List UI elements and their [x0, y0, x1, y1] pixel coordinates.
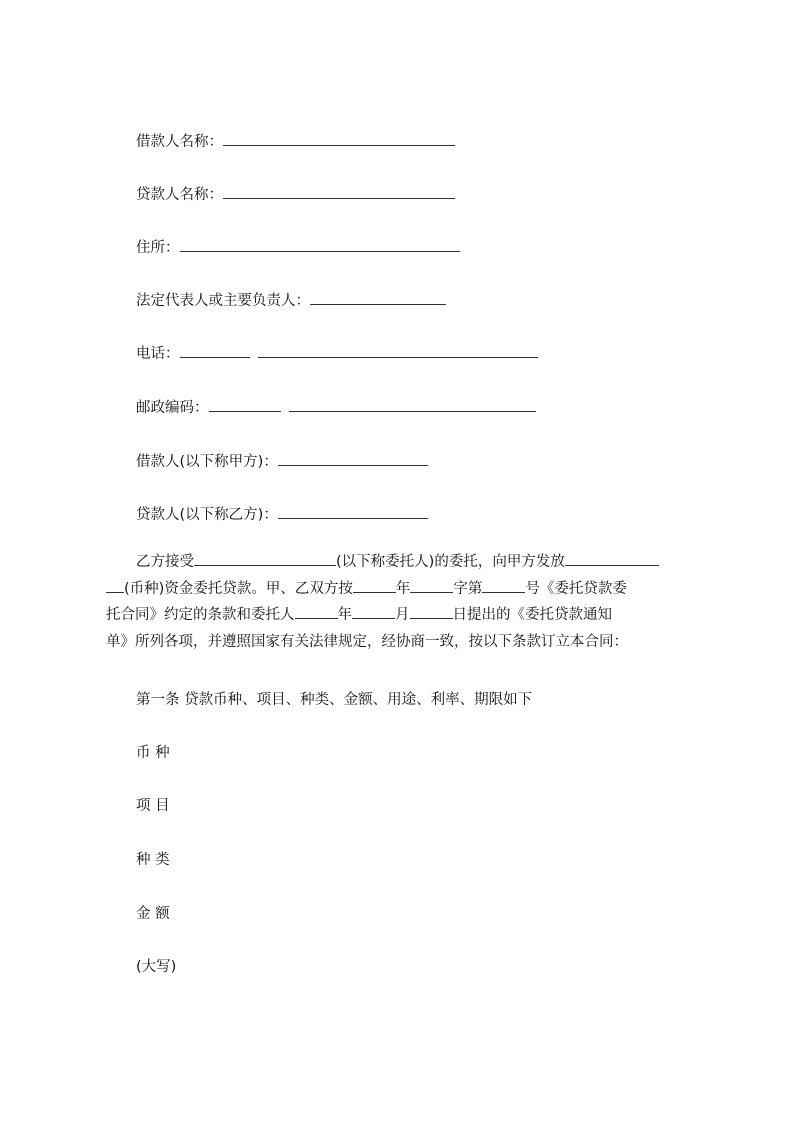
borrower-name-row: [136, 131, 455, 152]
phone-row: [136, 343, 538, 364]
year-blank-1: [353, 578, 396, 593]
preamble-text-7: 托合同》约定的条款和委托人: [106, 607, 295, 623]
preamble-text-3: (币种)资金委托贷款。甲、乙双方按: [124, 580, 353, 597]
currency-label: 币 种: [136, 745, 170, 761]
number-blank: [482, 578, 525, 593]
year-blank-2: [295, 604, 338, 619]
lender-party-row: [136, 504, 428, 525]
address-row: [136, 237, 460, 258]
preamble-text-10: 日提出的《委托贷款通知: [452, 607, 612, 623]
phone-blank-1: [180, 343, 250, 358]
legal-rep-label: 法定代表人或主要负责人：: [136, 293, 310, 309]
preamble-text-5: 字第: [453, 580, 483, 597]
postcode-row: [136, 397, 536, 418]
month-blank: [352, 604, 395, 619]
letter-blank: [410, 578, 453, 593]
preamble-paragraph: [106, 549, 684, 655]
borrower-party-blank: [278, 451, 428, 466]
preamble-text-6: 号《委托贷款委: [525, 580, 627, 597]
legal-rep-blank: [310, 290, 446, 305]
amount-label: 金 额: [136, 906, 170, 922]
borrower-name-label: 借款人名称：: [136, 134, 223, 150]
lender-name-label: 贷款人名称：: [136, 187, 223, 203]
category-label: 种 类: [136, 852, 170, 868]
lender-party-blank: [278, 504, 428, 519]
phone-blank-2: [258, 343, 538, 358]
project-label: 项 目: [136, 798, 170, 814]
lender-name-blank: [223, 184, 455, 199]
postcode-label: 邮政编码：: [136, 400, 209, 416]
preamble-text-9: 月: [395, 607, 410, 623]
postcode-blank-2: [289, 397, 536, 412]
phone-label: 电话：: [136, 346, 180, 362]
day-blank: [410, 604, 453, 619]
address-label: 住所：: [136, 240, 180, 256]
preamble-text-11: 单》所列各项，并遵照国家有关法律规定，经协商一致，按以下条款订立本合同：: [106, 633, 628, 650]
article1-title: 第一条 贷款币种、项目、种类、金额、用途、利率、期限如下: [136, 692, 533, 708]
borrower-name-blank: [223, 131, 455, 146]
postcode-blank-1: [209, 397, 281, 412]
preamble-text-2: (以下称委托人)的委托，向甲方发放: [336, 554, 565, 570]
trustor-blank: [194, 551, 336, 566]
preamble-text-8: 年: [337, 607, 352, 623]
preamble-text-4: 年: [395, 580, 411, 597]
borrower-party-row: [136, 451, 428, 472]
borrower-party-label: 借款人(以下称甲方)：: [136, 454, 278, 470]
lender-party-label: 贷款人(以下称乙方)：: [136, 507, 278, 523]
legal-rep-row: [136, 290, 446, 311]
address-blank: [180, 237, 460, 252]
lender-name-row: [136, 184, 455, 205]
currency-blank-a: [565, 551, 659, 566]
preamble-text-1: 乙方接受: [136, 554, 194, 570]
amount-uppercase-label: (大写): [136, 959, 177, 975]
currency-blank-b: [106, 578, 124, 593]
